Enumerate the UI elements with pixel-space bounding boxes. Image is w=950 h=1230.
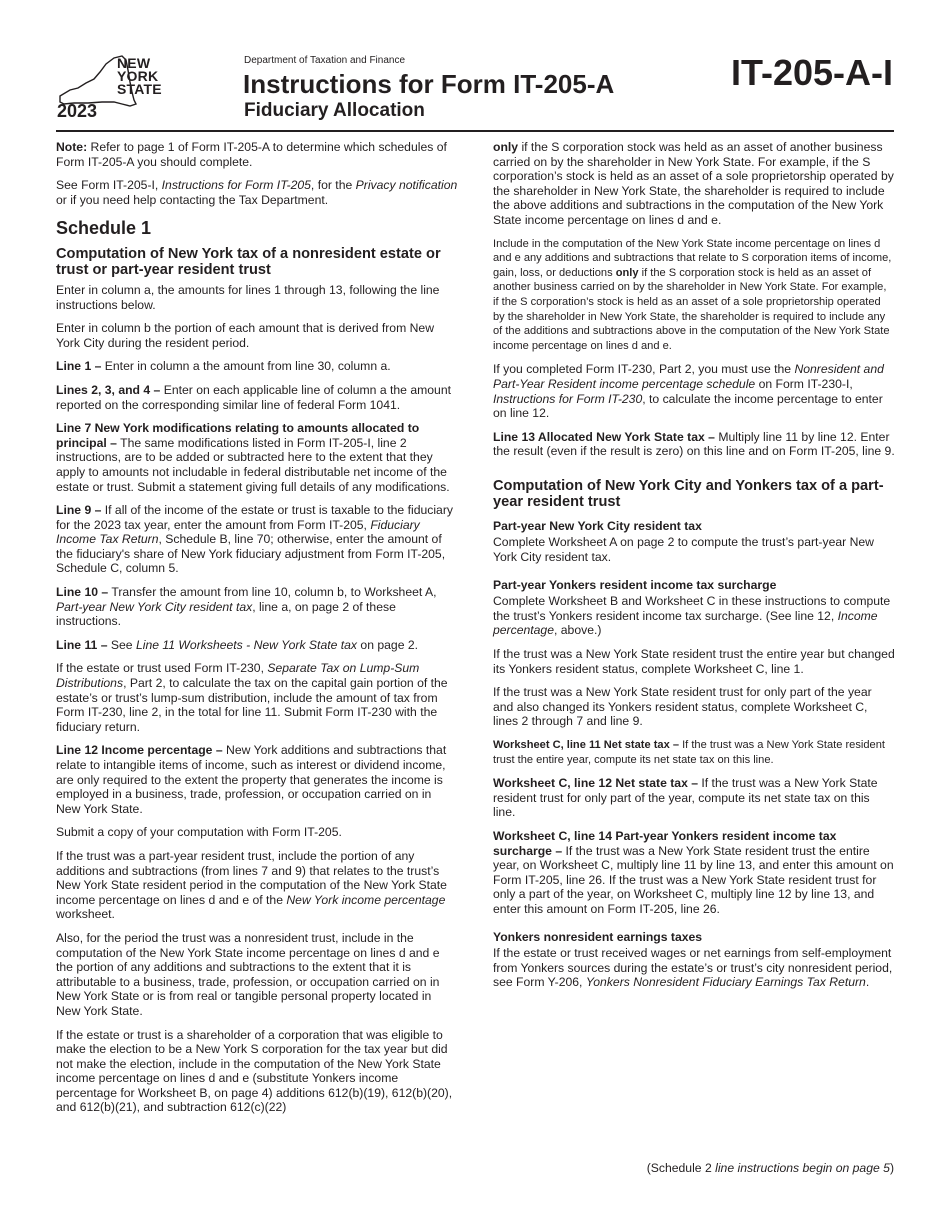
ws14-paragraph: Worksheet C, line 14 Part-year Yonkers resident income tax surcharge – If the trust was a New York State resident trust the entire year, on Worksheet C, multiply line 11 by line 13, and enter this amount on Form IT-205, line 26. If the trust was a New York State resident trust for only a part of the year, on Worksheet C, multiply line 12 by line 13, and enter this amount on Form IT-205, line 26. <box>493 828 894 916</box>
schedule-heading: Schedule 1 <box>56 218 152 239</box>
header-rule <box>56 130 894 132</box>
shareholder-paragraph: If the estate or trust is a shareholder of a corporation that was eligible to make the election to be a New York S corporation for the tax year but did not make the election, include in the computation of the New York State income percentage on lines d and e (substitute Yonkers income percentage for Worksheet B, on page 4) additions 612(b)(19), 612(b)(20), and 612(b)(21), and subtraction 612(c)(22) <box>56 1027 453 1115</box>
see-paragraph: See Form IT-205-I, Instructions for Form IT-205, for the Privacy notification or if you need help contacting the Tax Department. <box>56 178 458 207</box>
entire-year-paragraph: If the trust was a New York State resident trust the entire year but changed its Yonkers resident status, complete Worksheet C, line 1. <box>493 647 895 676</box>
nyc-subheading: Part-year New York City resident tax <box>493 518 702 533</box>
line234-paragraph: Lines 2, 3, and 4 – Enter on each applicable line of column a the amount reported on the corresponding similar line of federal Form 1041. <box>56 382 451 412</box>
yonkers-subheading: Part-year Yonkers resident income tax surcharge <box>493 577 777 592</box>
nyc-yonkers-heading: Computation of New York City and Yonkers tax of a part-year resident trust <box>493 477 884 511</box>
ws12-paragraph: Worksheet C, line 12 Net state tax – If the trust was a New York State resident trust for only part of the year, compute its net state tax on this line. <box>493 776 878 820</box>
yonkers-paragraph: Complete Worksheet B and Worksheet C in these instructions to compute the trust’s Yonkers resident income tax surcharge. (See line 12, Income percentage, above.) <box>493 594 891 638</box>
logo-text: NEW YORK STATE <box>117 55 162 97</box>
submit-copy-paragraph: Submit a copy of your computation with Form IT-205. <box>56 825 342 840</box>
line7-paragraph: Line 7 New York modifications relating to amounts allocated to principal – The same modifications listed in Form IT-205-I, line 2 instructions, are to be added or subtracted here to the extent that they apply to amounts not includable in federal distributable net income of the estate or trust. Submit a statement giving full details of any modifications. <box>56 421 450 494</box>
also-paragraph: Also, for the period the trust was a nonresident trust, include in the computation of the New York State income percentage on lines d and e the portion of any additions and subtractions to the extent that it is attributable to a business, trade, profession, or occupation carried on in New York State or is from real or tangible personal property located in New York State. <box>56 930 440 1018</box>
enter-b-paragraph: Enter in column b the portion of each amount that is derived from New York City during the resident period. <box>56 321 435 350</box>
it230-paragraph: If the estate or trust used Form IT-230, Separate Tax on Lump-Sum Distributions, Part 2, to calculate the tax on the capital gain portion of the estate’s or trust’s lump-sum distribution, include the amount of tax from Form IT-230, line 2, in the total for line 11. Submit Form IT-230 with the fiduciary return. <box>56 661 448 734</box>
logo-year: 2023 <box>57 101 98 121</box>
department-name: Department of Taxation and Finance <box>244 55 406 66</box>
line12-paragraph: Line 12 Income percentage – New York additions and subtractions that relate to intangible items of income, such as interest or dividend income, are only required to the extent the property that generates the income is employed in a business, trade, profession, or occupation carried on in New York State. <box>56 743 447 816</box>
line13-paragraph: Line 13 Allocated New York State tax – Multiply line 11 by line 12. Enter the result (even if the result is zero) on this line and on Form IT-205, line 9. <box>493 429 895 459</box>
page-title: Instructions for Form IT-205-A <box>243 69 615 99</box>
note-paragraph: Note: Refer to page 1 of Form IT-205-A to determine which schedules of Form IT-205-A you should complete. <box>56 140 447 169</box>
yonkers-nonresident-paragraph: If the estate or trust received wages or net earnings from self-employment from Yonkers sources during the estate’s or trust’s city nonresident period, see Form Y-206, Yonkers Nonresident Fiduciary Earnings Tax Return. <box>493 946 893 990</box>
part-year-yonkers-paragraph: If the trust was a New York State resident trust for only part of the year and also changed its Yonkers resident status, complete Worksheet C, lines 2 through 7 and line 9. <box>493 685 872 729</box>
enter-a-paragraph: Enter in column a, the amounts for lines 1 through 13, following the line instructions below. <box>56 282 440 312</box>
computation-heading: Computation of New York tax of a nonresident estate or trust or part-year resident trust <box>56 245 441 279</box>
part-year-paragraph: If the trust was a part-year resident trust, include the portion of any additions and subtractions (from lines 7 and 9) that relates to the trust’s New York State resident period in the computation of the New York State income percentage on lines d and e of the New York income percentage worksheet. <box>56 848 447 922</box>
right-column <box>493 140 895 999</box>
left-column <box>56 140 458 1124</box>
yonkers-nonresident-subheading: Yonkers nonresident earnings taxes <box>493 929 703 944</box>
footer-note: (Schedule 2 line instructions begin on page 5) <box>646 1161 894 1175</box>
line10-paragraph: Line 10 – Transfer the amount from line 10, column b, to Worksheet A, Part-year New York City resident tax, line a, on page 2 of these instructions. <box>56 585 437 629</box>
page-header <box>0 0 950 135</box>
line9-paragraph: Line 9 – If all of the income of the estate or trust is taxable to the fiduciary for the 2023 tax year, enter the amount from Form IT-205, Fiduciary Income Tax Return, Schedule B, line 70; otherwise, enter the amount of the fiduciary's share of New York fiduciary adjustment from Form IT-205, Schedule C, column 5. <box>56 503 453 576</box>
line1-paragraph: Line 1 – Enter in column a the amount from line 30, column a. <box>56 359 391 374</box>
include-paragraph: Include in the computation of the New York State income percentage on lines d and e any additions and subtractions that relate to S corporation items of income, gain, loss, or deductions only if the S corporation stock is held as an asset of another business carried on by the shareholder in New York State. For example, if the S corporation’s stock is held as an asset of a sole proprietorship operated by the shareholder in New York State, the shareholder is required to include any of the additions and subtractions above in the computation of the New York State income percentage on lines d and e. <box>493 237 892 352</box>
continued-paragraph: only if the S corporation stock was held as an asset of another business carried on by the shareholder in New York State. For example, if the S corporation’s stock is held as an asset of a sole proprietorship operated by the shareholder in New York State, the shareholder is required to include the above additions and subtractions in the computation of the New York State income percentage on lines d and e. <box>493 140 894 227</box>
page-subtitle: Fiduciary Allocation <box>244 100 425 121</box>
ws11-paragraph: Worksheet C, line 11 Net state tax – If the trust was a New York State resident trust the entire year, compute its net state tax on this line. <box>493 739 885 766</box>
line11-paragraph: Line 11 – See Line 11 Worksheets - New York State tax on page 2. <box>56 637 419 652</box>
completed-paragraph: If you completed Form IT-230, Part 2, you must use the Nonresident and Part-Year Resident income percentage schedule on Form IT-230-I, Instructions for Form IT-230, to calculate the income percentage to enter on line 12. <box>493 362 884 421</box>
form-number: IT-205-A-I <box>730 52 893 93</box>
nyc-paragraph: Complete Worksheet A on page 2 to compute the trust’s part-year New York City resident tax. <box>493 535 874 565</box>
